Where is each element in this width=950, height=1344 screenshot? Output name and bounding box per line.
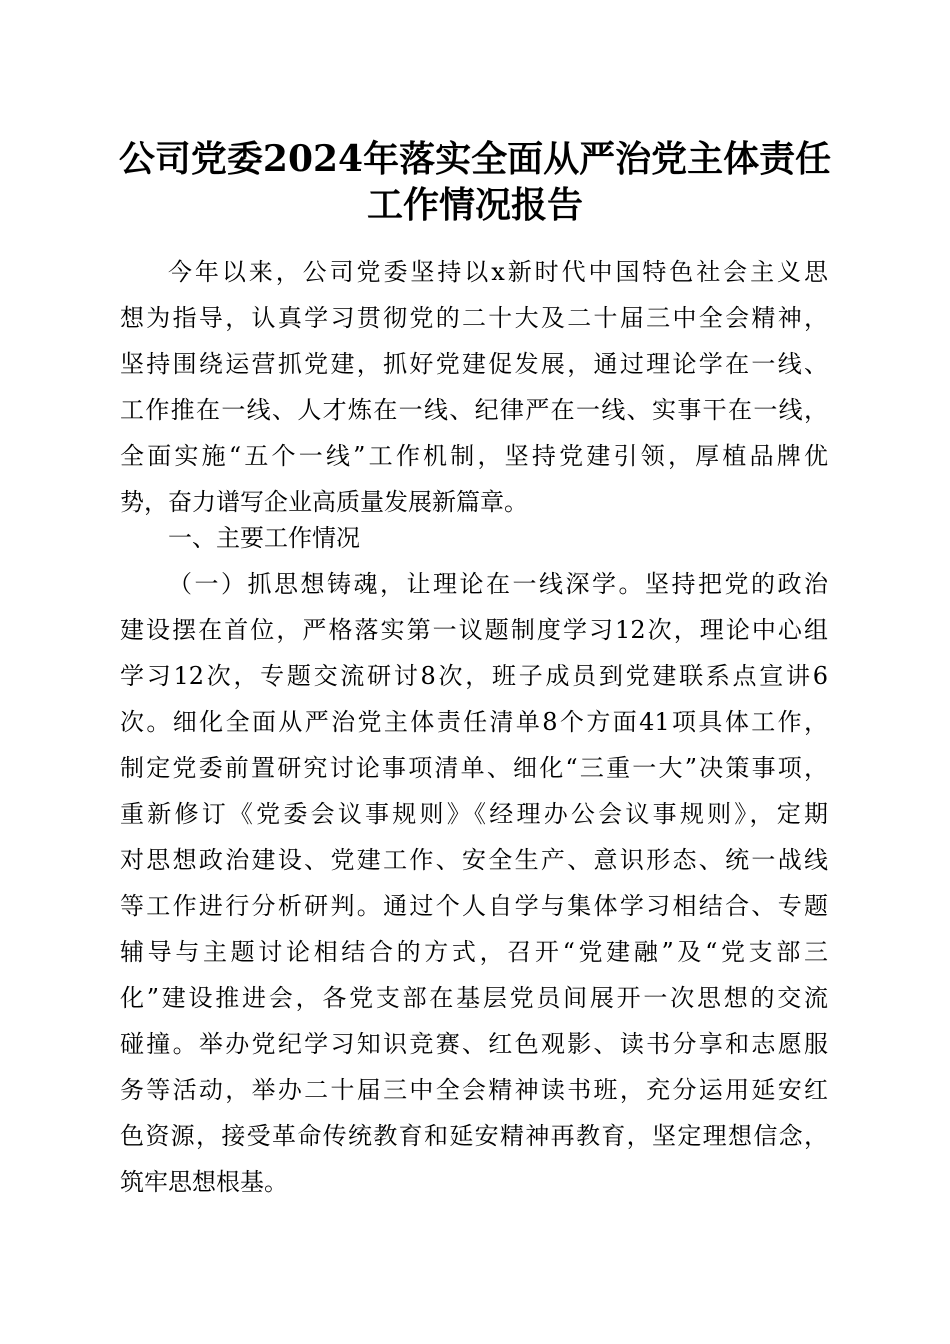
body-paragraph-line: 建设摆在首位，严格落实第一议题制度学习12次，理论中心组 — [120, 616, 828, 644]
intro-paragraph-line: 今年以来，公司党委坚持以x新时代中国特色社会主义思 — [168, 258, 828, 286]
intro-paragraph-line: 全面实施“五个一线”工作机制，坚持党建引领，厚植品牌优 — [120, 442, 828, 470]
body-paragraph-line: 辅导与主题讨论相结合的方式，召开“党建融”及“党支部三 — [120, 938, 828, 966]
body-paragraph-line: 务等活动，举办二十届三中全会精神读书班，充分运用延安红 — [120, 1076, 828, 1104]
body-paragraph-line: 重新修订《党委会议事规则》《经理办公会议事规则》，定期 — [120, 800, 828, 828]
body-paragraph-line: （一）抓思想铸魂，让理论在一线深学。坚持把党的政治 — [168, 570, 828, 598]
intro-paragraph-line: 工作推在一线、人才炼在一线、纪律严在一线、实事干在一线， — [120, 396, 828, 424]
document-title-line-2: 工作情况报告 — [366, 184, 583, 226]
document-title-line-1: 公司党委2024年落实全面从严治党主体责任 — [118, 138, 832, 180]
body-paragraph-line: 次。细化全面从严治党主体责任清单8个方面41项具体工作， — [120, 708, 828, 736]
body-paragraph-line: 色资源，接受革命传统教育和延安精神再教育，坚定理想信念， — [120, 1122, 828, 1150]
section-heading: 一、主要工作情况 — [168, 524, 360, 552]
intro-paragraph-line: 想为指导，认真学习贯彻党的二十大及二十届三中全会精神， — [120, 304, 828, 332]
intro-paragraph-line: 势，奋力谱写企业高质量发展新篇章。 — [120, 488, 528, 516]
body-paragraph-line: 等工作进行分析研判。通过个人自学与集体学习相结合、专题 — [120, 892, 828, 920]
body-paragraph-line: 制定党委前置研究讨论事项清单、细化“三重一大”决策事项， — [120, 754, 828, 782]
body-paragraph-line: 对思想政治建设、党建工作、安全生产、意识形态、统一战线 — [120, 846, 828, 874]
intro-paragraph-line: 坚持围绕运营抓党建，抓好党建促发展，通过理论学在一线、 — [120, 350, 828, 378]
body-paragraph-line: 碰撞。举办党纪学习知识竞赛、红色观影、读书分享和志愿服 — [120, 1030, 828, 1058]
body-paragraph-line: 筑牢思想根基。 — [120, 1168, 288, 1196]
body-paragraph-line: 学习12次，专题交流研讨8次，班子成员到党建联系点宣讲6 — [120, 662, 828, 690]
body-paragraph-line: 化”建设推进会，各党支部在基层党员间展开一次思想的交流 — [120, 984, 828, 1012]
